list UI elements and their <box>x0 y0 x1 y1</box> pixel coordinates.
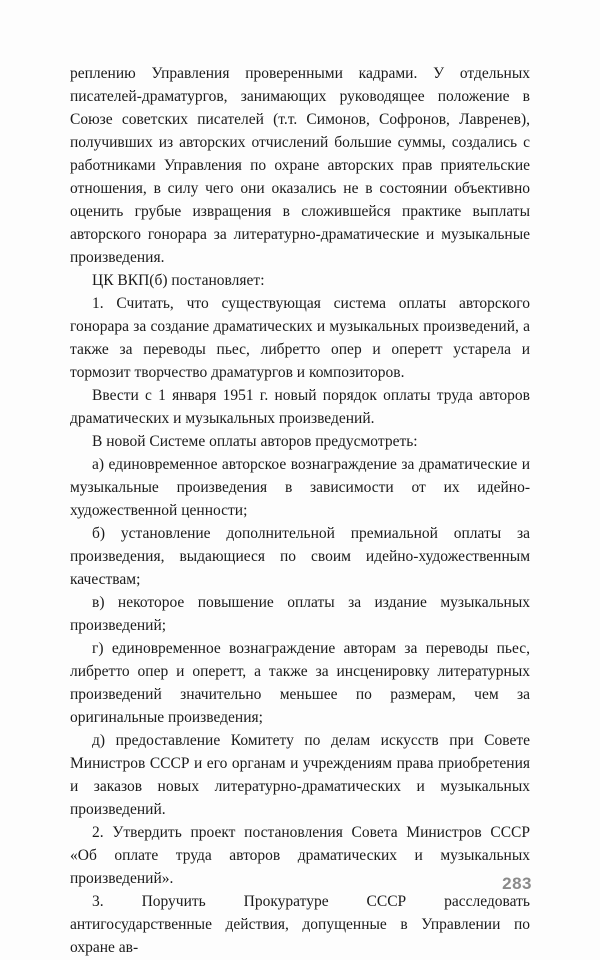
paragraph-system-provisions: В новой Системе оплаты авторов предусмотреть: <box>92 433 418 450</box>
paragraph-item-d: д) предоставление Комитету по делам искусств при Совете Министров СССР и его органам и учреждениям права приобретения и заказов новых литературно-драматических и музыкальных произведений. <box>70 732 530 818</box>
paragraph-item-g: г) единовременное вознаграждение авторам за переводы пьес, либретто опер и оперетт, а также за инсценировку литературных произведений значительно меньшее по размерам, чем за оригинальные произведения; <box>70 640 530 726</box>
paragraph-item-a: а) единовременное авторское вознаграждение за драматические и музыкальные произведения в зависимости от их идейно-художественной ценности; <box>70 456 530 519</box>
paragraph-item-1: 1. Считать, что существующая система оплаты авторского гонорара за создание драматических и музыкальных произведений, а также за переводы пьес, либретто опер и оперетт устарела и тормозит творчество драматургов и композиторов. <box>70 295 530 381</box>
page-number: 283 <box>502 874 532 893</box>
paragraph-item-3: 3. Поручить Прокуратуре СССР расследовать антигосударственные действия, допущенные в Управлении по охране ав- <box>70 893 530 956</box>
paragraph-item-2: 2. Утвердить проект постановления Совета Министров СССР «Об оплате труда авторов драматических и музыкальных произведений». <box>70 824 530 887</box>
paragraph-item-b: б) установление дополнительной премиальной оплаты за произведения, выдающиеся по своим идейно-художественным качествам; <box>70 525 530 588</box>
body-text <box>70 62 530 959</box>
paragraph-continuation: реплению Управления проверенными кадрами. У отдельных писателей-драматургов, занимающих руководящее положение в Союзе советских писателей (т.т. Симонов, Софронов, Лавренев), получивших из авторских отчислений большие суммы, создались с работниками Управления по охране авторских прав приятельские отношения, в силу чего они оказались не в состоянии объективно оценить грубые извращения в сложившейся практике выплаты авторского гонорара за литературно-драматические и музыкальные произведения. <box>70 65 530 266</box>
paragraph-item-v: в) некоторое повышение оплаты за издание музыкальных произведений; <box>70 594 530 634</box>
paragraph-new-order: Ввести с 1 января 1951 г. новый порядок оплаты труда авторов драматических и музыкальных произведений. <box>70 387 530 427</box>
paragraph-resolution-intro: ЦК ВКП(б) постановляет: <box>92 272 265 289</box>
